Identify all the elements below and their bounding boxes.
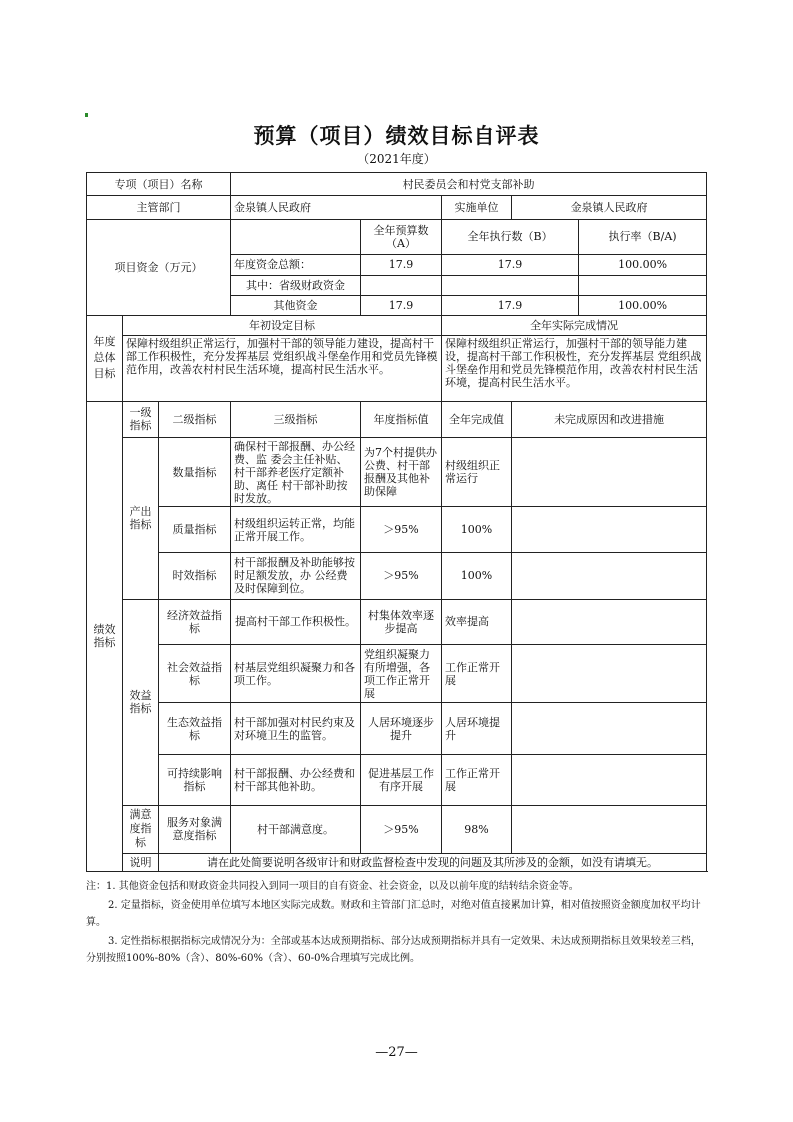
fund-row-exec: 17.9 <box>442 255 579 275</box>
col-l3: 三级指标 <box>231 401 361 438</box>
fund-row-label: 其中：省级财政资金 <box>231 275 361 295</box>
fund-row-rate <box>579 275 707 295</box>
indicator-l2: 时效指标 <box>159 552 231 599</box>
indicator-target: ＞95% <box>361 805 442 853</box>
indicator-reason <box>512 507 707 553</box>
indicator-l3: 村干部满意度。 <box>231 805 361 853</box>
fund-row-budget: 17.9 <box>361 255 442 275</box>
indicator-target: 促进基层工作有序开展 <box>361 755 442 806</box>
footnotes <box>86 878 708 969</box>
col-rate: 执行率（B/A) <box>579 219 707 255</box>
footnote: 2. 定量指标，资金使用单位填写本地区实际完成数。财政和主管部门汇总时，对绝对值直接累加计算，相对值按照资金额度加权平均计算。 <box>86 900 701 928</box>
impl-value: 金泉镇人民政府 <box>512 196 707 219</box>
indicator-l2: 数量指标 <box>159 438 231 507</box>
indicator-target: 为7个村提供办公费、村干部报酬及其他补助保障 <box>361 438 442 507</box>
project-name-value: 村民委员会和村党支部补助 <box>231 173 707 196</box>
indicator-done: 效率提高 <box>442 599 512 645</box>
dept-value: 金泉镇人民政府 <box>231 196 442 219</box>
indicator-target: 党组织凝聚力有所增强，各项工作正常开展 <box>361 645 442 703</box>
indicator-target: 人居环境逐步提升 <box>361 703 442 755</box>
explain-text: 请在此处简要说明各级审计和财政监督检查中发现的问题及其所涉及的金额，如没有请填无。 <box>159 853 707 871</box>
goal-done-text: 保障村级组织正常运行，加强村干部的领导能力建设，提高村干部工作积极性，充分发挥基层 党组织战斗堡垒作用和党员先锋模范作用，改善农村村民生活环境，提高村民生活水平。 <box>442 335 707 401</box>
indicator-done: 100% <box>442 552 512 599</box>
indicator-l2: 服务对象满意度指标 <box>159 805 231 853</box>
fund-row-budget: 17.9 <box>361 295 442 315</box>
fund-row-budget <box>361 275 442 295</box>
indicator-done: 98% <box>442 805 512 853</box>
footnote: 注：1. 其他资金包括和财政资金共同投入到同一项目的自有资金、社会资金，以及以前年度的结转结余资金等。 <box>86 881 579 892</box>
indicator-reason <box>512 805 707 853</box>
goal-done-header: 全年实际完成情况 <box>442 316 707 335</box>
corner-mark <box>85 113 88 117</box>
col-target: 年度指标值 <box>361 401 442 438</box>
project-name-label: 专项（项目）名称 <box>87 173 231 196</box>
fund-row-label: 年度资金总额： <box>231 255 361 275</box>
indicator-done: 人居环境提升 <box>442 703 512 755</box>
col-l2: 二级指标 <box>159 401 231 438</box>
dept-label: 主管部门 <box>87 196 231 219</box>
page-number: —27— <box>375 1045 418 1060</box>
indicator-l2: 生态效益指标 <box>159 703 231 755</box>
perf-label: 绩效指标 <box>87 401 123 871</box>
annual-goal-label: 年度总体目标 <box>87 316 123 401</box>
indicator-reason <box>512 755 707 806</box>
indicator-reason <box>512 703 707 755</box>
indicator-l3: 村干部报酬、办公经费和村干部其他补助。 <box>231 755 361 806</box>
footnote: 3. 定性指标根据指标完成情况分为：全部或基本达成预期指标、部分达成预期指标并具有一定效果、未达成预期指标且效果较差三档，分别按照100%-80%（含）、80%-60%（含）、60-0%合理填写完成比例。 <box>86 936 701 964</box>
col-reason: 未完成原因和改进措施 <box>512 401 707 438</box>
indicator-done: 工作正常开展 <box>442 645 512 703</box>
indicator-target: ＞95% <box>361 507 442 553</box>
indicator-l3: 村级组织运转正常，均能正常开展工作。 <box>231 507 361 553</box>
indicator-l3: 提高村干部工作积极性。 <box>231 599 361 645</box>
fund-row-rate: 100.00% <box>579 255 707 275</box>
col-exec: 全年执行数（B） <box>442 219 579 255</box>
fund-row-rate: 100.00% <box>579 295 707 315</box>
indicator-reason <box>512 438 707 507</box>
indicator-target: 村集体效率逐步提高 <box>361 599 442 645</box>
fund-row-exec <box>442 275 579 295</box>
funds-label: 项目资金（万元） <box>87 219 231 315</box>
indicator-l3: 确保村干部报酬、办公经费、监 委会主任补贴、村干部养老医疗定额补助、离任 村干部补助按时发放。 <box>231 438 361 507</box>
col-budget: 全年预算数（A） <box>361 219 442 255</box>
explain-label: 说明 <box>123 853 159 871</box>
fund-row-label: 其他资金 <box>231 295 361 315</box>
indicator-reason <box>512 645 707 703</box>
impl-label: 实施单位 <box>442 196 512 219</box>
indicator-reason <box>512 599 707 645</box>
fund-row-exec: 17.9 <box>442 295 579 315</box>
col-l1: 一级指标 <box>123 401 159 438</box>
report-year: （2021年度） <box>357 152 436 166</box>
evaluation-table <box>86 172 707 872</box>
indicator-l2: 经济效益指标 <box>159 599 231 645</box>
indicator-l3: 村干部报酬及补助能够按时足额发放，办 公经费及时保障到位。 <box>231 552 361 599</box>
indicator-l3: 村基层党组织凝聚力和各项工作。 <box>231 645 361 703</box>
funds-header-blank <box>231 219 361 255</box>
benefit-label: 效益指标 <box>123 599 159 805</box>
indicator-l3: 村干部加强对村民约束及对环境卫生的监管。 <box>231 703 361 755</box>
indicator-done: 100% <box>442 507 512 553</box>
indicator-done: 工作正常开展 <box>442 755 512 806</box>
col-done: 全年完成值 <box>442 401 512 438</box>
indicator-l2: 社会效益指标 <box>159 645 231 703</box>
indicator-l2: 可持续影响指标 <box>159 755 231 806</box>
goal-set-header: 年初设定目标 <box>123 316 442 335</box>
indicator-l2: 质量指标 <box>159 507 231 553</box>
indicator-reason <box>512 552 707 599</box>
indicator-done: 村级组织正常运行 <box>442 438 512 507</box>
page-title: 预算（项目）绩效目标自评表 <box>253 124 540 148</box>
goal-set-text: 保障村级组织正常运行，加强村干部的领导能力建设，提高村干部工作积极性，充分发挥基层 党组织战斗堡垒作用和党员先锋模范作用，改善农村村民生活环境，提高村民生活水平。 <box>123 335 442 401</box>
satisfaction-label: 满意度指标 <box>123 805 159 853</box>
indicator-target: ＞95% <box>361 552 442 599</box>
output-label: 产出指标 <box>123 438 159 600</box>
